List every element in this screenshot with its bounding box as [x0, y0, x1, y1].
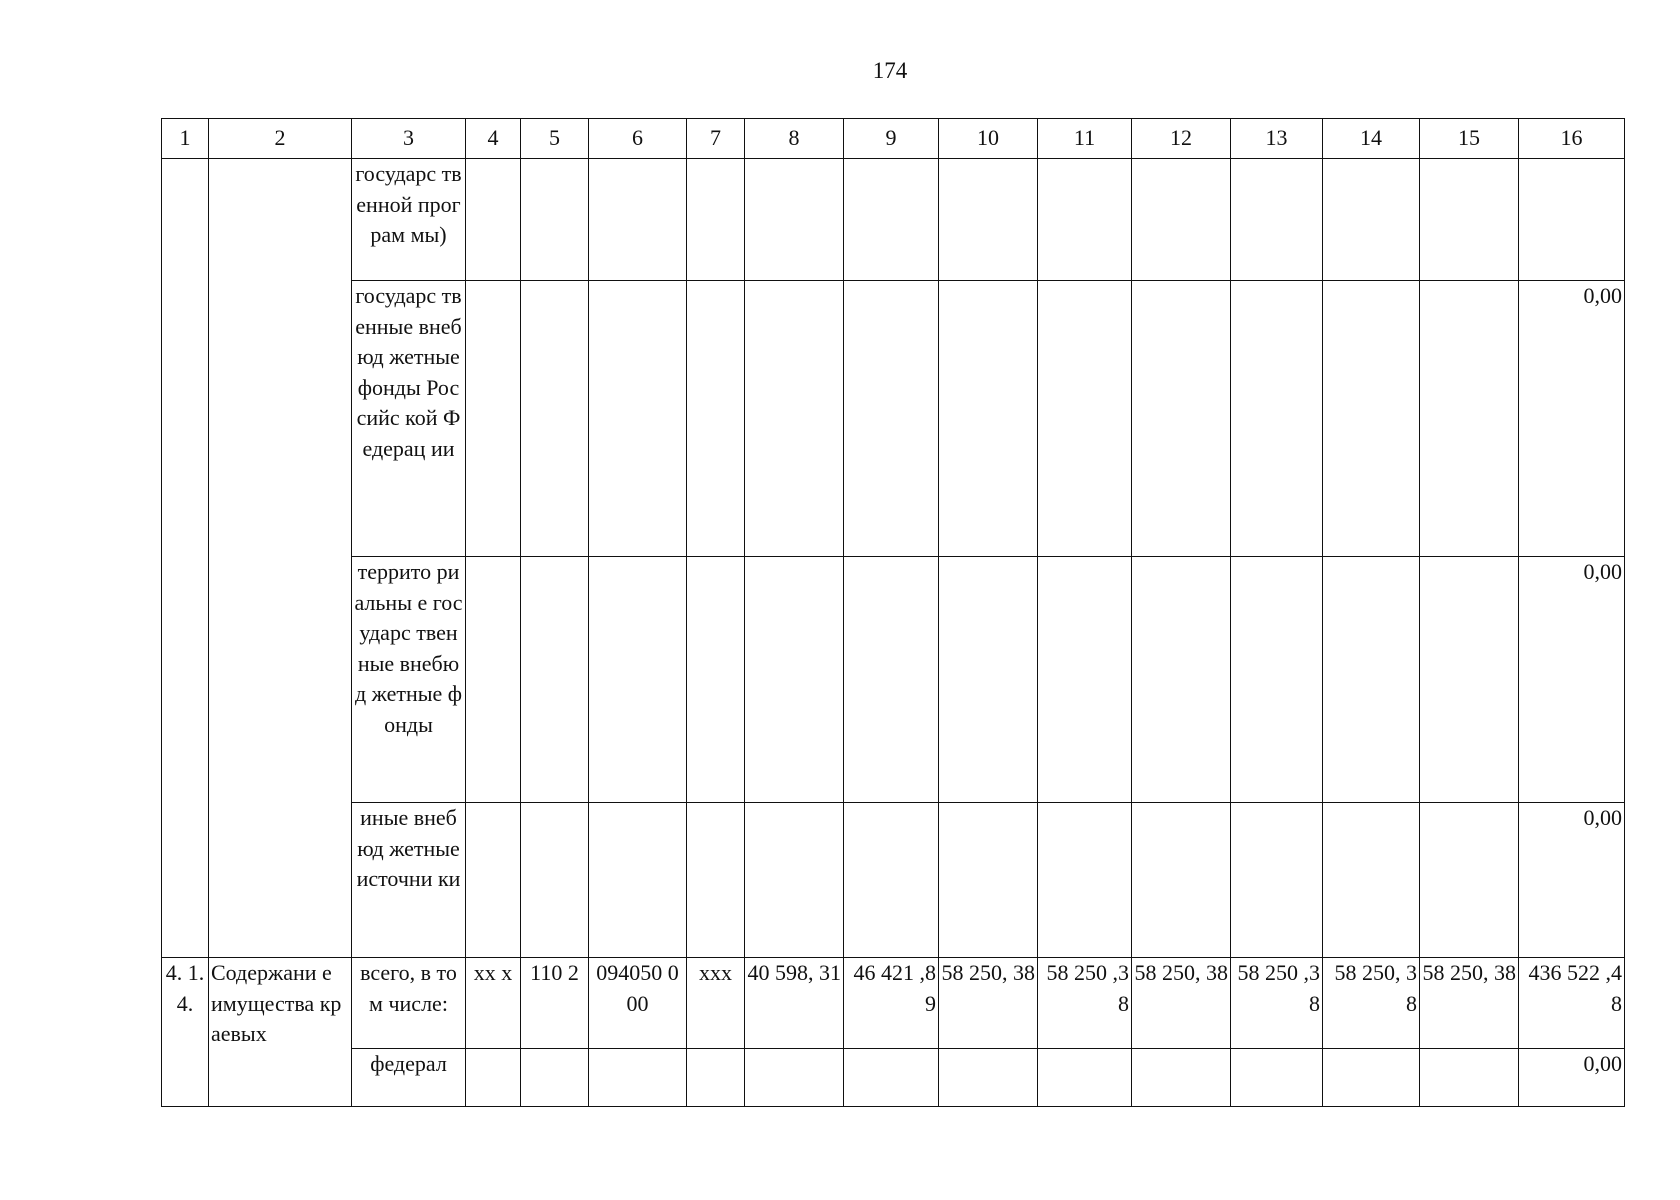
header-cell: 3 [352, 119, 466, 159]
budget-table [161, 118, 1625, 1107]
table-row [162, 159, 1625, 281]
value-cell: 58 250, 38 [1420, 958, 1519, 1049]
header-cell: 16 [1519, 119, 1625, 159]
code-cell: 094050 000 [589, 958, 687, 1049]
header-cell: 11 [1038, 119, 1132, 159]
header-cell: 8 [745, 119, 844, 159]
item-number: 4. 1. 4. [162, 958, 209, 1107]
header-cell: 5 [521, 119, 589, 159]
value-cell: 58 250 ,38 [1038, 958, 1132, 1049]
code-cell: хх х [466, 958, 521, 1049]
total-value: 0,00 [1519, 803, 1625, 958]
empty-cell [209, 159, 352, 958]
header-cell: 6 [589, 119, 687, 159]
header-cell: 2 [209, 119, 352, 159]
empty-cell [162, 159, 209, 958]
header-cell: 12 [1132, 119, 1231, 159]
header-cell: 14 [1323, 119, 1420, 159]
value-cell: 58 250, 38 [1132, 958, 1231, 1049]
value-cell: 40 598, 31 [745, 958, 844, 1049]
header-row [162, 119, 1625, 159]
source-label: государс твенной програм мы) [352, 159, 466, 281]
total-value: 0,00 [1519, 1049, 1625, 1107]
item-name: Содержани е имущества краевых [209, 958, 352, 1107]
header-cell: 1 [162, 119, 209, 159]
code-cell: ххх [687, 958, 745, 1049]
total-value: 0,00 [1519, 557, 1625, 803]
value-cell: 46 421 ,89 [844, 958, 939, 1049]
header-cell: 10 [939, 119, 1038, 159]
value-cell: 58 250, 38 [1323, 958, 1420, 1049]
total-value: 436 522 ,48 [1519, 958, 1625, 1049]
source-label: иные внебюд жетные источни ки [352, 803, 466, 958]
total-value [1519, 159, 1625, 281]
table-row [162, 1049, 1625, 1107]
page-number: 174 [872, 58, 908, 83]
header-cell: 13 [1231, 119, 1323, 159]
source-label: федерал [352, 1049, 466, 1107]
header-cell: 7 [687, 119, 745, 159]
value-cell: 58 250, 38 [939, 958, 1038, 1049]
code-cell: 110 2 [521, 958, 589, 1049]
table-row [162, 281, 1625, 557]
source-label: всего, в том числе: [352, 958, 466, 1049]
header-cell: 4 [466, 119, 521, 159]
source-label: государс твенные внебюд жетные фонды Российс кой Федерац ии [352, 281, 466, 557]
total-value: 0,00 [1519, 281, 1625, 557]
header-cell: 9 [844, 119, 939, 159]
value-cell: 58 250 ,38 [1231, 958, 1323, 1049]
source-label: террито риальны е государс твенные внебюд жетные фонды [352, 557, 466, 803]
table-row [162, 557, 1625, 803]
table-row [162, 958, 1625, 1049]
header-cell: 15 [1420, 119, 1519, 159]
table-row [162, 803, 1625, 958]
